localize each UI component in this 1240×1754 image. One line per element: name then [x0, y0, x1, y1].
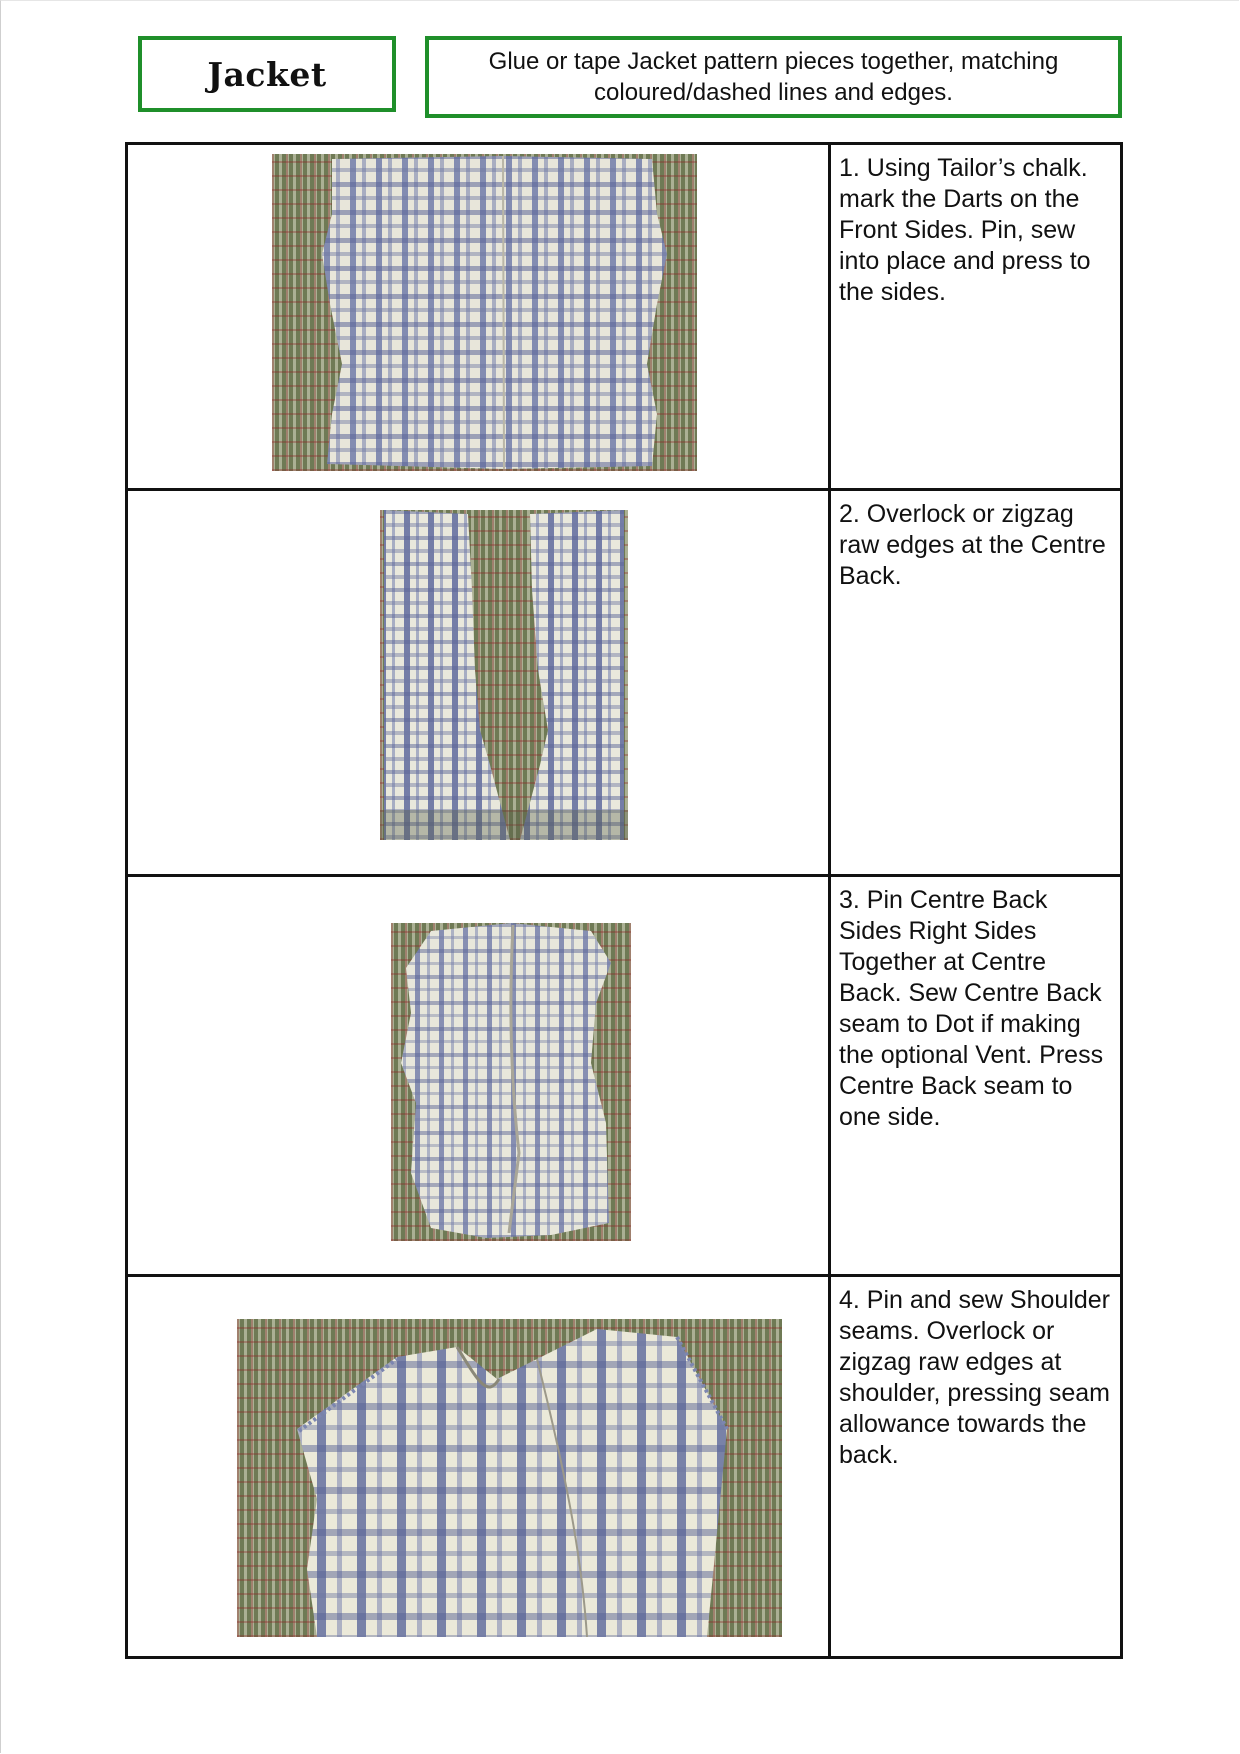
- photo-cell: [127, 1276, 830, 1658]
- step-3-text: 3. Pin Centre Back Sides Right Sides Together at Centre Back. Sew Centre Back seam to Dot if making the optional Vent. Press Centre Back seam to one side.: [830, 876, 1122, 1276]
- front-sides-shape: [272, 154, 697, 471]
- table-row: [127, 876, 1122, 1276]
- steps-table: [125, 142, 1123, 1659]
- shoulder-seams-photo: [237, 1319, 782, 1637]
- centre-back-pieces-photo: [380, 510, 628, 840]
- centre-back-seam-shape: [391, 923, 631, 1241]
- instruction-banner: Glue or tape Jacket pattern pieces together, matching coloured/dashed lines and edges.: [425, 36, 1122, 118]
- front-sides-photo: [272, 154, 697, 471]
- table-row: [127, 144, 1122, 490]
- step-1-text: 1. Using Tailor’s chalk. mark the Darts on the Front Sides. Pin, sew into place and press to the sides.: [830, 144, 1122, 490]
- page-title: Jacket: [138, 36, 396, 112]
- photo-cell: [127, 490, 830, 876]
- photo-cell: [127, 876, 830, 1276]
- step-2-text: 2. Overlock or zigzag raw edges at the Centre Back.: [830, 490, 1122, 876]
- shoulder-seams-shape: [237, 1319, 782, 1637]
- step-4-text: 4. Pin and sew Shoulder seams. Overlock or zigzag raw edges at shoulder, pressing seam allowance towards the back.: [830, 1276, 1122, 1658]
- table-row: [127, 1276, 1122, 1658]
- table-row: [127, 490, 1122, 876]
- centre-back-pieces-shape: [380, 510, 628, 840]
- centre-back-seam-photo: [391, 923, 631, 1241]
- photo-cell: [127, 144, 830, 490]
